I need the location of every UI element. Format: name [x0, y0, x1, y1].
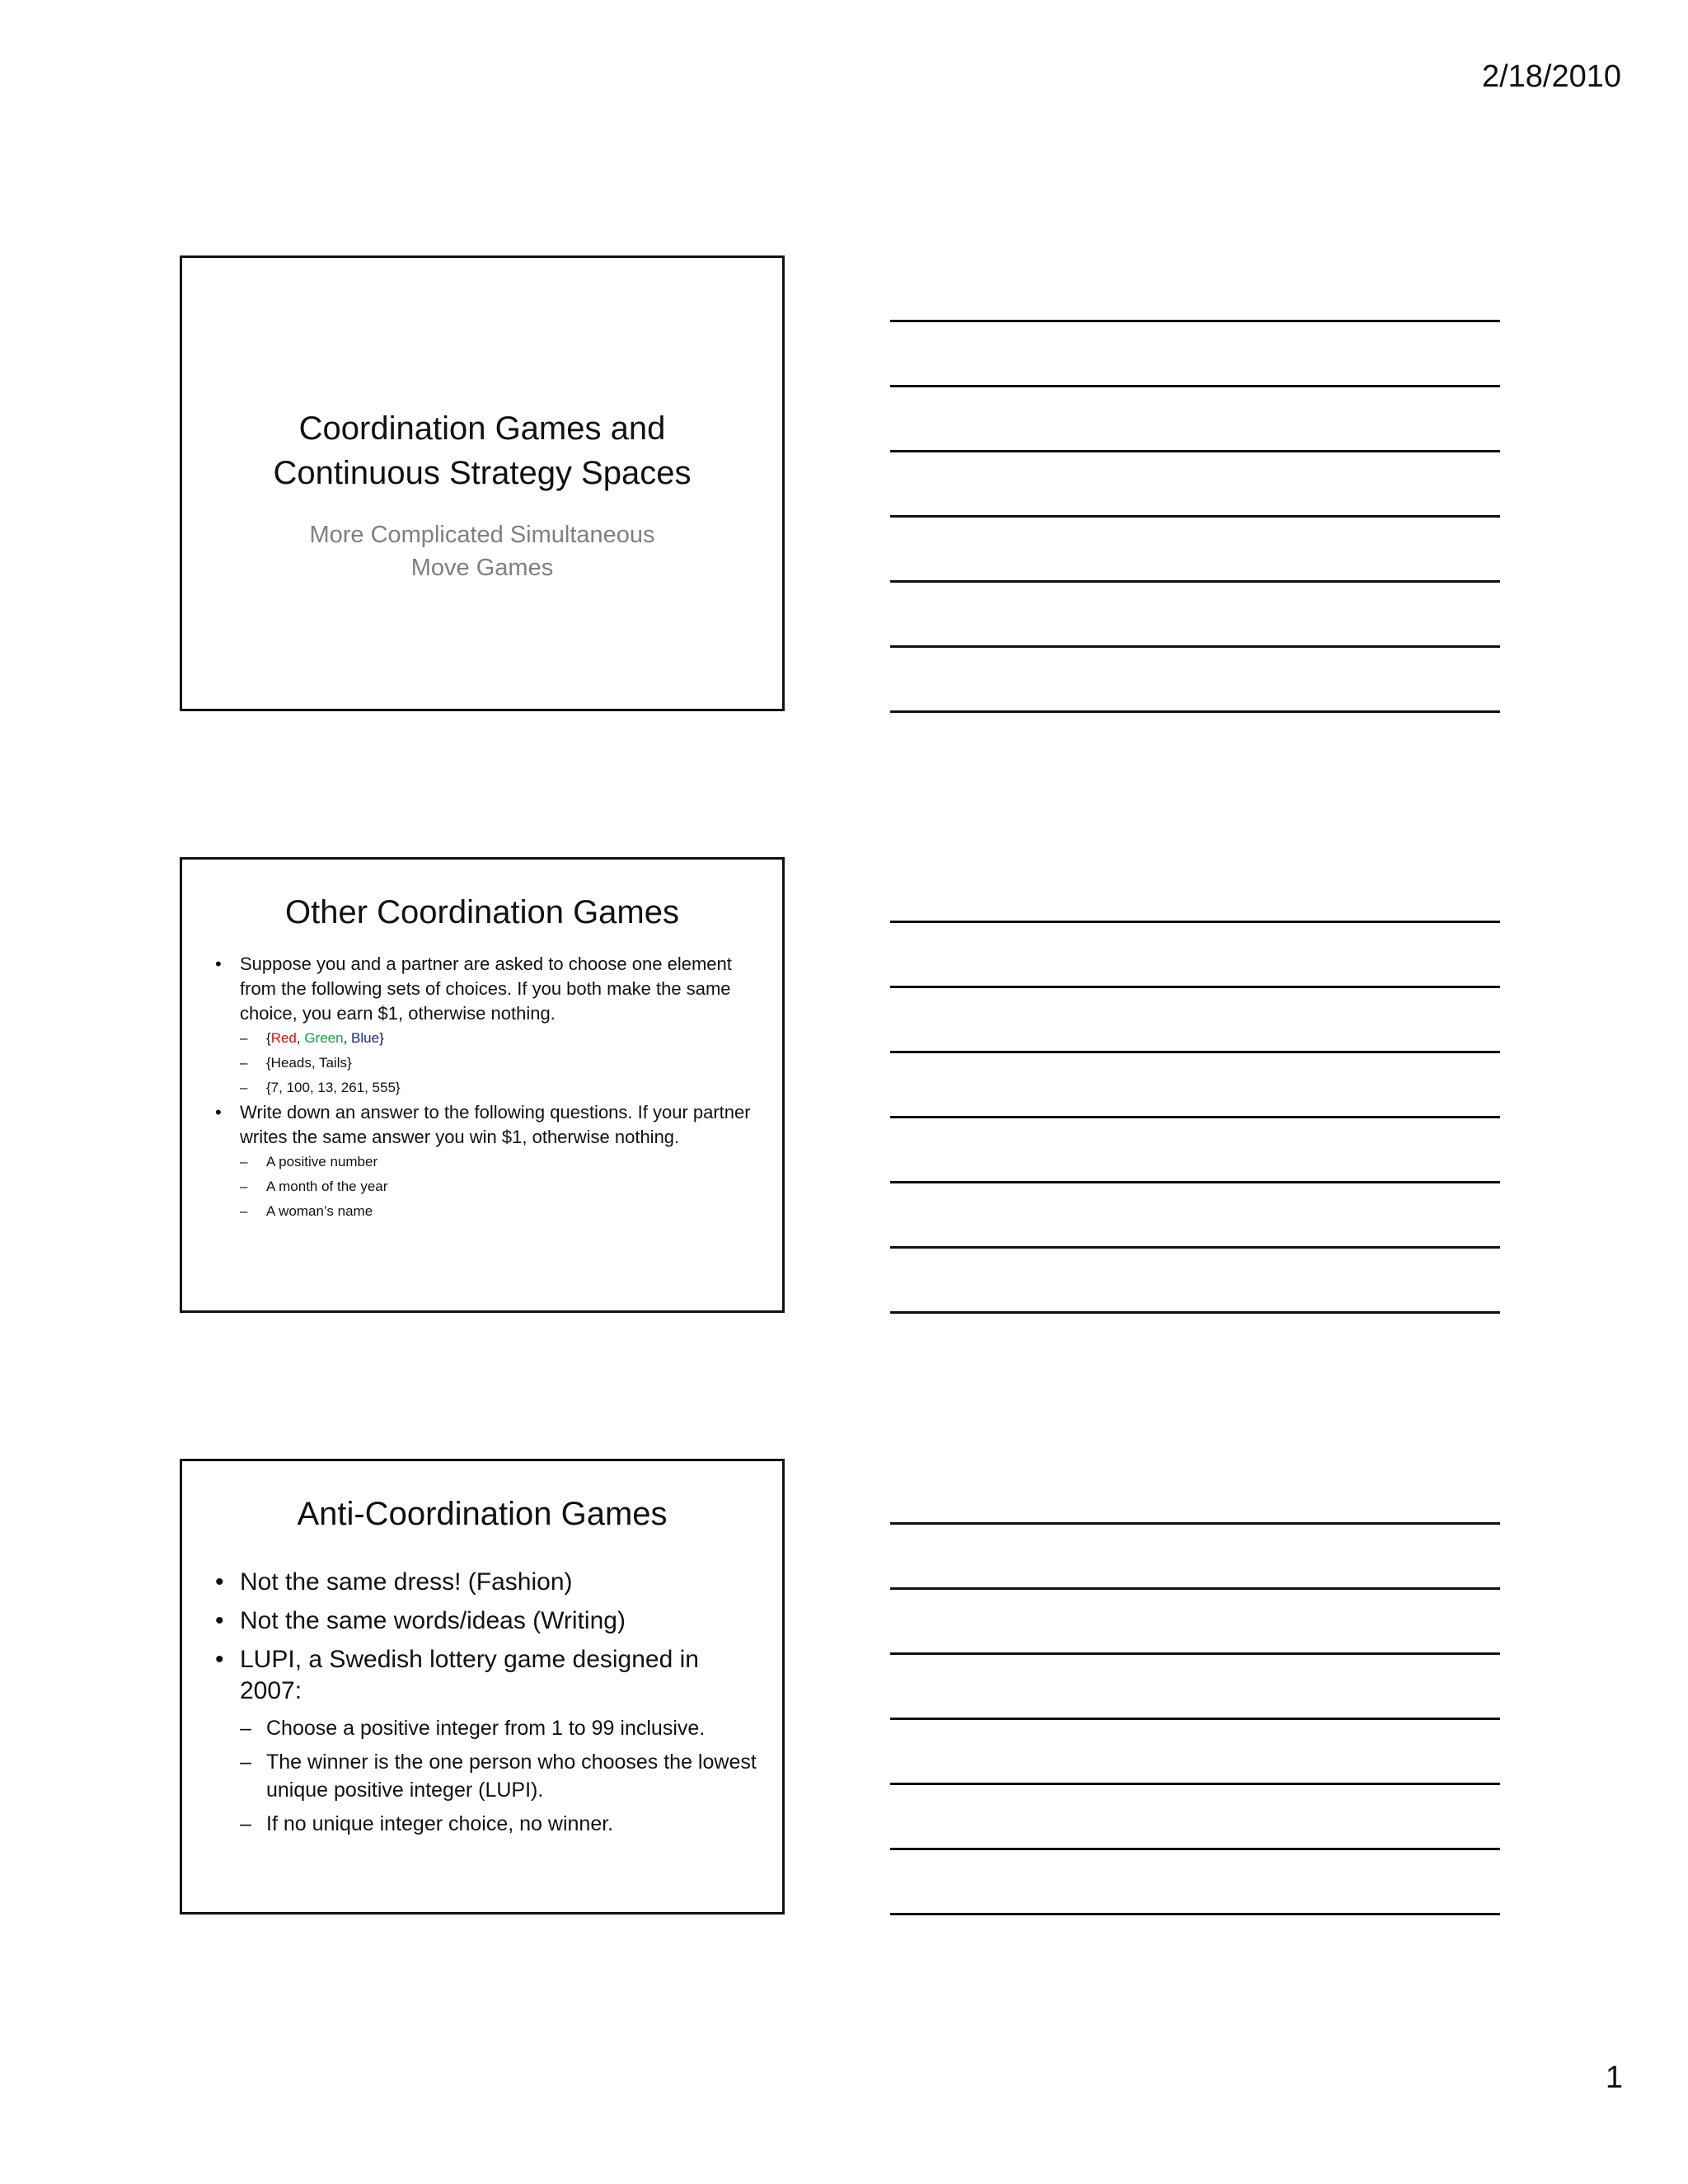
sub-item [215, 1714, 757, 1742]
note-line [890, 1522, 1500, 1525]
slide-2-thumbnail [180, 857, 785, 1313]
dash-glyph: – [240, 1203, 248, 1219]
note-line [890, 1587, 1500, 1590]
slide-3-thumbnail [180, 1459, 785, 1915]
bullet-glyph: • [215, 1568, 224, 1596]
note-line [890, 1311, 1500, 1314]
note-line [890, 1718, 1500, 1720]
slide-2-title: Other Coordination Games [284, 894, 679, 930]
slide-1-thumbnail [180, 255, 785, 711]
title-block [182, 406, 782, 584]
note-line [890, 645, 1500, 648]
sub-item-text: A woman’s name [266, 1203, 373, 1219]
sub-item-text: {7, 100, 13, 261, 555} [266, 1080, 401, 1095]
bullet-glyph: • [215, 1102, 222, 1122]
bullet-glyph: • [215, 1646, 224, 1673]
sub-item [215, 1810, 757, 1838]
note-line [890, 1246, 1500, 1249]
sub-item-colors [215, 1026, 757, 1051]
notes-lines-slide-1 [890, 320, 1500, 776]
sub-item [215, 1051, 757, 1076]
brace-close: } [379, 1030, 384, 1046]
note-line [890, 1051, 1500, 1053]
bullet-item [215, 1567, 757, 1598]
slide-3-title: Anti-Coordination Games [297, 1496, 668, 1532]
slide-1-title [182, 406, 782, 495]
sub-item-text: The winner is the one person who chooses the lowest unique positive integer (LUPI). [266, 1750, 757, 1802]
note-line [890, 320, 1500, 322]
brace-open: { [266, 1030, 271, 1046]
sub-item-text: A positive number [266, 1154, 378, 1169]
note-line [890, 515, 1500, 518]
slide-2-content [215, 952, 757, 1224]
header-date: 2/18/2010 [1481, 59, 1621, 94]
dash-glyph: – [240, 1154, 248, 1169]
note-line [890, 1181, 1500, 1183]
bullet-text: Write down an answer to the following questions. If your partner writes the same answer you win $1, otherwise nothing. [240, 1102, 751, 1147]
note-line [890, 1913, 1500, 1915]
slide-1-subtitle [182, 518, 782, 584]
note-line [890, 450, 1500, 452]
bullet-item [215, 1644, 757, 1707]
bullet-item [215, 1100, 757, 1150]
bullet-item [215, 952, 757, 1026]
note-line [890, 580, 1500, 583]
sub-item [215, 1174, 757, 1199]
bullet-item [215, 1605, 757, 1637]
sub-item-text: A month of the year [266, 1179, 388, 1194]
note-line [890, 1116, 1500, 1118]
dash-glyph: – [240, 1179, 248, 1194]
sub-item-text: {Heads, Tails} [266, 1055, 352, 1071]
sub-item [215, 1076, 757, 1100]
bullet-text: LUPI, a Swedish lottery game designed in 2007: [240, 1646, 699, 1704]
sub-item [215, 1748, 757, 1804]
color-blue-word: Blue [351, 1030, 380, 1046]
note-line [890, 1652, 1500, 1655]
dash-glyph: – [240, 1030, 248, 1046]
bullet-text: Not the same words/ideas (Writing) [240, 1607, 626, 1634]
dash-glyph: – [240, 1717, 251, 1740]
note-line [890, 1848, 1500, 1850]
color-green-word: Green [304, 1030, 344, 1046]
notes-lines-slide-3 [890, 1522, 1500, 1978]
sub-item-text: If no unique integer choice, no winner. [266, 1812, 614, 1835]
slide-1-title-line-1: Coordination Games and [298, 410, 666, 447]
sub-item [215, 1150, 757, 1174]
note-line [890, 921, 1500, 923]
bullet-text: Not the same dress! (Fashion) [240, 1568, 573, 1596]
note-line [890, 710, 1500, 713]
note-line [890, 1783, 1500, 1785]
separator: , [296, 1030, 305, 1046]
separator: , [343, 1030, 352, 1046]
color-red-word: Red [270, 1030, 297, 1046]
dash-glyph: – [240, 1080, 248, 1095]
notes-lines-slide-2 [890, 921, 1500, 1376]
page-number: 1 [1605, 2060, 1623, 2095]
sub-item [215, 1199, 757, 1224]
bullet-glyph: • [215, 954, 222, 974]
slide-3-content [215, 1567, 757, 1844]
note-line [890, 986, 1500, 988]
dash-glyph: – [240, 1055, 248, 1071]
note-line [890, 385, 1500, 387]
bullet-text: Suppose you and a partner are asked to choose one element from the following sets of choices. If you both make the same choice, you earn $1, otherwise nothing. [240, 954, 732, 1024]
dash-glyph: – [240, 1812, 251, 1835]
slide-1-subtitle-line-2: Move Games [410, 555, 554, 581]
sub-item-text: Choose a positive integer from 1 to 99 inclusive. [266, 1717, 706, 1740]
slide-1-subtitle-line-1: More Complicated Simultaneous [309, 522, 655, 548]
bullet-glyph: • [215, 1607, 224, 1634]
dash-glyph: – [240, 1750, 251, 1774]
slide-1-title-line-2: Continuous Strategy Spaces [273, 455, 692, 491]
